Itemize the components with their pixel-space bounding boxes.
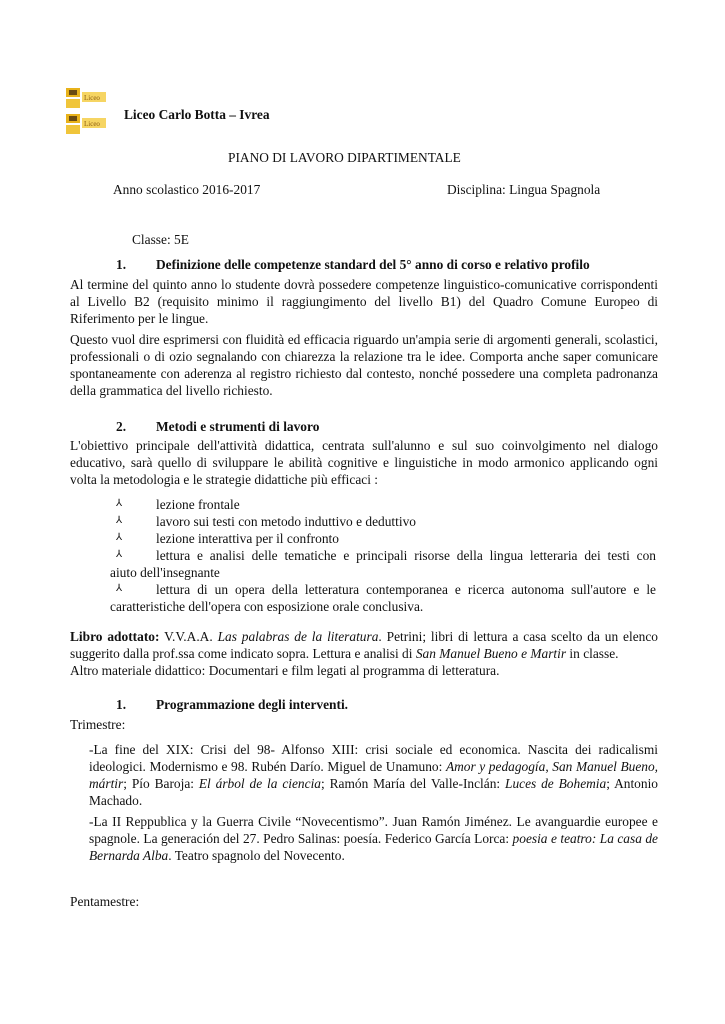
section1-paragraph1: Al termine del quinto anno lo studente dovrà possedere competenze linguistico-comunicative corrispondenti al Livello B2 (requisito minimo il raggiungimento del livello B1) del Quadro Comune Europeo di Riferimento per le lingue.: [70, 277, 658, 326]
section1-number: 1.: [116, 257, 127, 272]
school-logo-bottom: [66, 114, 108, 136]
adopted-book-paragraph: [70, 628, 658, 662]
program-text: ; Antonio Machado.: [89, 776, 658, 808]
trimestre-label: Trimestre:: [70, 717, 126, 732]
section1-paragraph2: Questo vuol dire esprimersi con fluidità ed efficacia riguardo un'ampia serie di argomenti generali, scolastici, professionali o di ozio segnalando con chiarezza la relazione tra le idee. Comporta anche saper comunicare spontaneamente con aderenza al registro richiesto dal contesto, nonché possedere una completa padronanza della grammatica del livello richiesto.: [70, 332, 658, 398]
adopted-book-label: Libro adottato:: [70, 629, 160, 644]
section2-number: 2.: [116, 419, 127, 434]
other-material: Altro materiale didattico: Documentari e film legati al programma di letteratura.: [70, 663, 500, 678]
svg-text:Liceo: Liceo: [84, 120, 100, 128]
work-title: Luces de Bohemia: [505, 776, 607, 791]
program-item-2: [89, 813, 658, 864]
program-text: -La fine del XIX: Crisi del 98- Alfonso XIII: crisi sociale ed economica. Nascita dei radicalismi ideologici. Modernismo e 98. Rubén Darío. Miguel de Unamuno:: [89, 742, 658, 774]
bullet-icon: ⅄: [116, 532, 123, 543]
work-title: San Manuel Bueno, mártir: [89, 759, 658, 791]
adopted-book-text: V.V.A.A.: [159, 629, 218, 644]
program-text: ,: [545, 759, 553, 774]
list-item: lettura di un opera della letteratura contemporanea e ricerca autonoma sull'autore e le: [156, 582, 656, 597]
adopted-book-text: in classe.: [566, 646, 619, 661]
pentamestre-label: Pentamestre:: [70, 894, 140, 909]
section1-heading: Definizione delle competenze standard del 5° anno di corso e relativo profilo: [156, 257, 590, 272]
program-text: . Teatro spagnolo del Novecento.: [168, 848, 345, 863]
list-item: lavoro sui testi con metodo induttivo e deduttivo: [156, 514, 416, 529]
subject: Disciplina: Lingua Spagnola: [447, 182, 601, 197]
document-title: PIANO DI LAVORO DIPARTIMENTALE: [228, 150, 461, 165]
program-text: -La II Reppublica y la Guerra Civile “Novecentismo”. Juan Ramón Jiménez. Le avanguardie europee e spagnole. La generación del 27. Pedro Salinas: poesía. Federico García Lorca:: [89, 814, 658, 846]
bullet-icon: ⅄: [116, 583, 123, 594]
svg-text:Liceo: Liceo: [84, 94, 100, 102]
list-item-continuation: caratteristiche dell'opera con esposizione orale conclusiva.: [110, 599, 424, 614]
book-title: San Manuel Bueno e Martir: [415, 646, 567, 661]
work-title: Amor y pedagogía: [445, 759, 546, 774]
list-item: lezione frontale: [156, 497, 240, 512]
program-item-1: [89, 741, 658, 809]
work-title: El árbol de la ciencia: [198, 776, 321, 791]
section3-number: 1.: [116, 697, 127, 712]
school-name: Liceo Carlo Botta – Ivrea: [124, 107, 270, 122]
bullet-icon: ⅄: [116, 515, 123, 526]
list-item: lezione interattiva per il confronto: [156, 531, 339, 546]
bullet-icon: ⅄: [116, 549, 123, 560]
program-text: ; Pío Baroja:: [123, 776, 199, 791]
school-year: Anno scolastico 2016-2017: [113, 182, 261, 197]
section2-intro: L'obiettivo principale dell'attività didattica, centrata sull'alunno e sul suo coinvolgimento nel dialogo educativo, sarà quello di sviluppare le abilità cognitive e linguistiche in modo armonico applicando ogni volta la metodologia e le strategie didattiche più efficaci :: [70, 438, 658, 487]
list-item: lettura e analisi delle tematiche e principali risorse della lingua letteraria dei testi con: [156, 548, 656, 563]
work-title: poesia e teatro: La casa de Bernarda Alba: [89, 831, 658, 863]
book-title: Las palabras de la literatura: [217, 629, 379, 644]
section2-heading: Metodi e strumenti di lavoro: [156, 419, 320, 434]
list-item-continuation: aiuto dell'insegnante: [110, 565, 220, 580]
adopted-book-text: . Petrini; libri di lettura a casa scelto da un elenco suggerito dalla prof.ssa come indicato sopra. Lettura e analisi di: [70, 629, 658, 661]
class-label: Classe: 5E: [132, 232, 189, 247]
school-logo-top: [66, 88, 108, 110]
section3-heading: Programmazione degli interventi.: [156, 697, 349, 712]
bullet-icon: ⅄: [116, 498, 123, 509]
program-text: ; Ramón María del Valle-Inclán:: [320, 776, 505, 791]
